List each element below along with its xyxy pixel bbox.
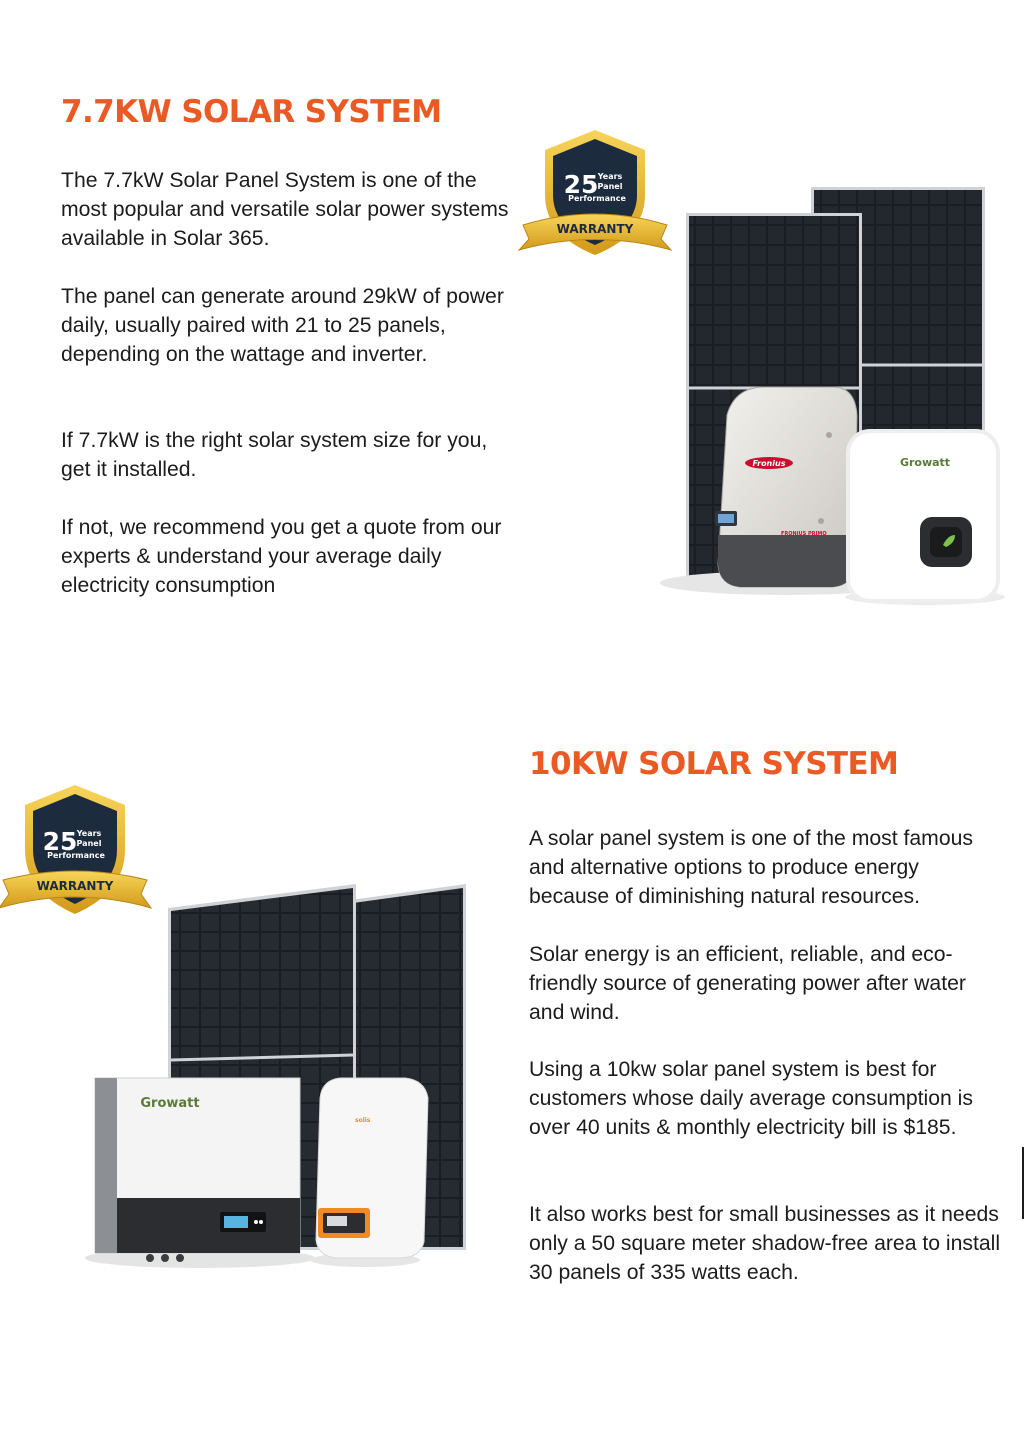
inverter-brand-label: solis xyxy=(355,1117,371,1124)
solar-system-10kw-image xyxy=(0,780,480,1280)
section-1-heading: 7.7KW SOLAR SYSTEM xyxy=(61,94,442,130)
badge-ribbon-text: WARRANTY xyxy=(556,222,634,236)
section-2-paragraph-3: Using a 10kw solar panel system is best for customers whose daily average consumption is over 40 units & monthly electricity bill is $185. xyxy=(529,1058,973,1139)
badge-line-2: Panel xyxy=(597,182,623,191)
solar-system-7-7kw-image xyxy=(515,125,1015,615)
badge-line-1: Years xyxy=(597,172,623,181)
section-1-paragraph-2: The panel can generate around 29kW of power daily, usually paired with 21 to 25 panels, depending on the wattage and inverter. xyxy=(61,285,504,366)
inverter-brand-label: Growatt xyxy=(899,456,951,469)
inverter-brand-label: Growatt xyxy=(140,1096,200,1111)
inverter-icon xyxy=(845,431,1005,605)
section-2-paragraph-4: It also works best for small businesses as it needs only a 50 square meter shadow-free area to install 30 panels of 335 watts each. xyxy=(529,1203,1001,1284)
badge-line-1: Years xyxy=(76,829,102,838)
warranty-badge-icon xyxy=(0,785,151,914)
badge-line-3: Performance xyxy=(568,194,626,203)
section-1-paragraph-3: If 7.7kW is the right solar system size for you, get it installed. xyxy=(61,429,488,481)
badge-number: 25 xyxy=(42,827,78,856)
section-2-paragraph-2: Solar energy is an efficient, reliable, and eco-friendly source of generating power after water and wind. xyxy=(529,943,966,1024)
badge-number: 25 xyxy=(563,170,599,199)
section-1-paragraph-1: The 7.7kW Solar Panel System is one of the most popular and versatile solar power systems available in Solar 365. xyxy=(61,169,509,250)
badge-line-2: Panel xyxy=(76,839,102,848)
section-1-paragraph-4: If not, we recommend you get a quote from our experts & understand your average daily electricity consumption xyxy=(61,516,502,597)
inverter-icon xyxy=(85,1078,315,1268)
badge-line-3: Performance xyxy=(47,851,105,860)
section-2-paragraph-1: A solar panel system is one of the most famous and alternative options to produce energy because of diminishing natural resources. xyxy=(529,827,973,908)
badge-ribbon-text: WARRANTY xyxy=(36,879,114,893)
inverter-icon xyxy=(310,1078,428,1267)
inverter-model-label: FRONIUS PRIMO xyxy=(781,531,827,537)
section-2-heading: 10KW SOLAR SYSTEM xyxy=(529,746,899,782)
warranty-badge-icon xyxy=(519,130,671,255)
inverter-brand-label: Fronius xyxy=(752,459,786,468)
